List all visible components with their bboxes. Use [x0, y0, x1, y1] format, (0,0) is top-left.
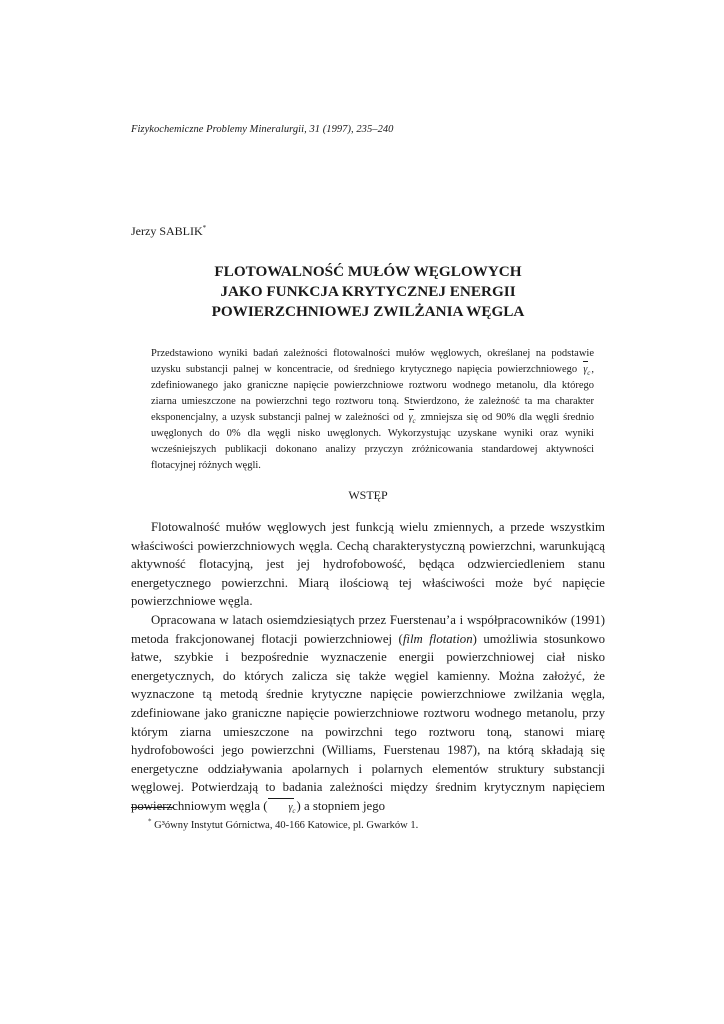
gamma-c-symbol: $\gamma_c$	[582, 362, 591, 378]
title-line-1: FLOTOWALNOŚĆ MUŁÓW WĘGLOWYCH	[214, 263, 522, 280]
footnote	[148, 817, 419, 831]
footnote-mark: *	[148, 817, 152, 826]
journal-reference: Fizykochemiczne Problemy Mineralurgii, 31 (1997), 235–240	[131, 124, 394, 135]
emphasis-film-flotation: film flotation	[402, 631, 473, 646]
abstract-part-2: , zdefiniowanego jako graniczne napięcie powierzchniowe roztworu wodnego metanolu, dla którego ziarna umieszczone na powierzchni tego roztworu toną. Stwierdzono, że zależność ta ma charakter eksponencjalny, a uzysk substancji palnej w zależności od	[151, 364, 594, 423]
abstract	[151, 346, 594, 474]
footnote-text: G³ówny Instytut Górnictwa, 40-166 Katowice, pl. Gwarków 1.	[154, 820, 419, 831]
paper-title	[131, 262, 605, 322]
author-line	[131, 224, 206, 239]
section-heading: WSTĘP	[348, 488, 388, 502]
gamma-c-symbol: $\gamma_c$	[267, 799, 296, 818]
body-text	[131, 518, 605, 818]
footnote-separator	[131, 807, 173, 808]
title-line-2: JAKO FUNKCJA KRYTYCZNEJ ENERGII	[220, 283, 516, 300]
body-paragraph-2: Opracowana w latach osiemdziesiątych przez Fuerstenau’a i współpracowników (1991) metoda frakcjonowanej flotacji powierzchniowej (film flotation) umożliwia stosunkowo łatwe, szybkie i bezpośrednie wyznaczenie energii powierzchniowej ciał nisko energetycznych, do których zalicza się także węgiel kamienny. Można założyć, że wyznaczone tą metodą średnie krytyczne napięcie powierzchniowe zwilżania węgla, zdefiniowane jako graniczne napięcie powierzchniowe roztworu wodnego metanolu, przy którym ziarna umieszczone na powirzchni tego roztworu toną, stanowi miarę hydrofobowości jego powierzchni (Williams, Fuerstenau 1987), na którą składają się energetyczne oddziaływania apolarnych i polarnych elementów struktury substancji węglowej. Potwierdzają to badania zależności między średnim krytycznym napięciem powierzchniowym węgla ( $\gamma_c$) a stopniem jego	[131, 611, 605, 818]
body-paragraph-1: Flotowalność mułów węglowych jest funkcją wielu zmiennych, a przede wszystkim właściwości powierzchniowych węgla. Cechą charakterystyczną powierzchni, warunkującą aktywność flotacyjną, jest jej hydrofobowość, będąca odzwierciedleniem stanu energetycznego powierzchni. Miarą ilościową tej właściwości może być napięcie powierzchniowe węgla.	[131, 520, 605, 609]
author-footnote-mark: *	[202, 224, 207, 232]
author-name: Jerzy SABLIK	[131, 224, 203, 238]
gamma-c-symbol: $\gamma_c$	[408, 410, 417, 426]
abstract-part-1: Przedstawiono wyniki badań zależności flotowalności mułów węglowych, określanej na podstawie uzysku substancji palnej w koncentracie, od średniego krytycznego napięcia powierzchniowego	[151, 348, 594, 375]
abstract-part-3: zmniejsza się od 90% dla węgli średnio uwęglonych do 0% dla węgli nisko uwęglonych. Wykorzystując uzyskane wyniki oraz wyniki wcześniejszych publikacji dokonano analizy przyczyn zróżnicowania standardowej aktywności flotacyjnej różnych węgli.	[151, 412, 594, 471]
title-line-3: POWIERZCHNIOWEJ ZWILŻANIA WĘGLA	[211, 303, 525, 320]
